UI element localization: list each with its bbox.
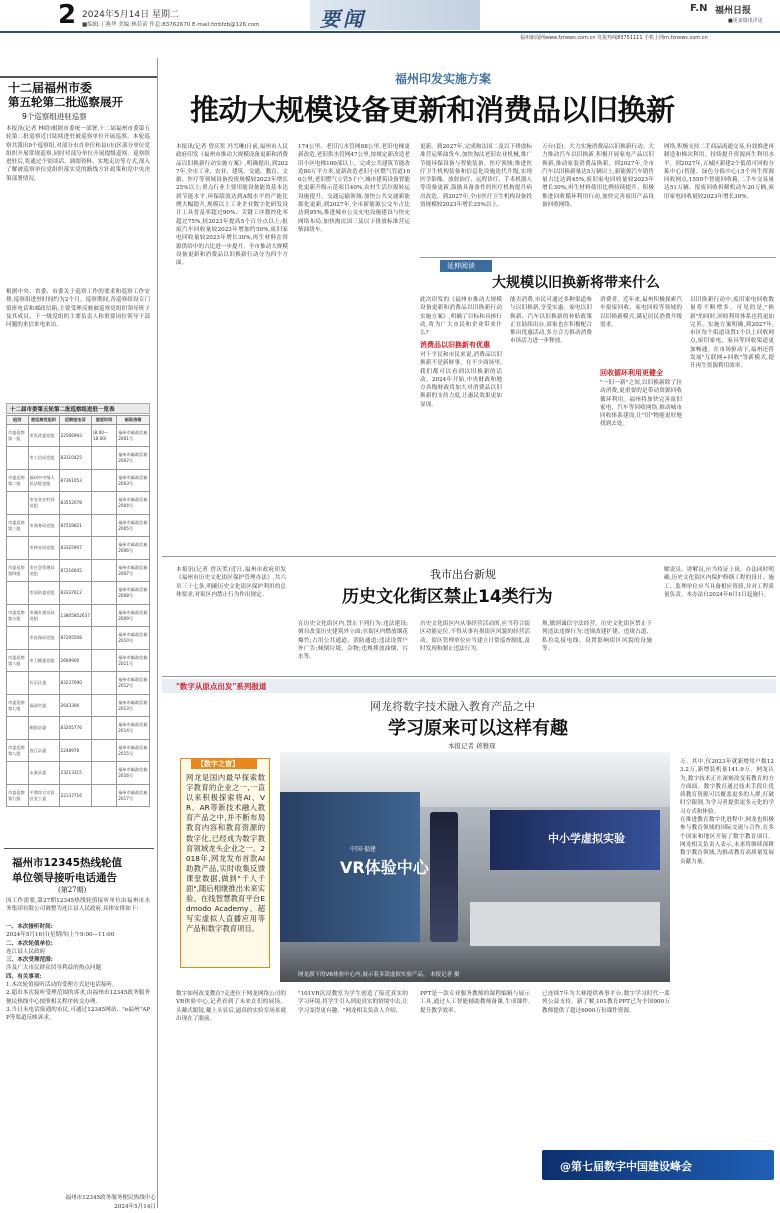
notice-item: 连江县人民政府 xyxy=(6,948,46,955)
table-cell: 23213315 xyxy=(59,762,91,785)
sub-story-title: 大规模以旧换新将带来什么 xyxy=(492,275,660,291)
table-row xyxy=(7,424,150,447)
header-editors: ■编辑:丁燕华 美编:林若苗 作息:83762670 E-mail:fzrbfzb@126.com xyxy=(82,22,260,28)
table-cell xyxy=(91,492,116,515)
history-col-4: 规,做到诚信守法经营。历史文化街区禁止下列违法违规行为:违规改建扩建、违规占道、私拉乱接电线、设置影响街区风貌的设施等。 xyxy=(542,621,652,652)
feature-bottom-col-4: 已连续7年为大赛提供赛事平台,数字学习时代一系列公益支持。新了解,101教育PPT已为全国900万教师提供了超过6000万份课件资源。 xyxy=(542,991,670,1014)
table-cell xyxy=(7,717,29,740)
table-cell: 福州市邮政信箱2015号 xyxy=(117,739,150,762)
feature-kicker: 网龙将数字技术融入教育产品之中 xyxy=(370,700,535,713)
table-cell: 平潭综合实验区党工委 xyxy=(28,784,59,807)
table-row xyxy=(7,627,150,650)
table-row xyxy=(7,694,150,717)
photo-screen-text: 中小学虚拟实验 xyxy=(548,832,625,845)
table-cell: 市委巡察第三组 xyxy=(7,514,29,537)
summit-banner-text: @第七届数字中国建设峰会 xyxy=(560,1160,692,1173)
table-cell xyxy=(91,514,116,537)
feature-top-rule xyxy=(162,676,776,677)
table-row xyxy=(7,762,150,785)
table-cell: 福州市邮政信箱2004号 xyxy=(117,492,150,515)
table-cell: 福清市委 xyxy=(28,694,59,717)
table-cell: 市委巡察第五组 xyxy=(7,604,29,627)
table-cell: 市委巡察第四组 xyxy=(7,559,29,582)
table-row xyxy=(7,672,150,695)
history-top-rule xyxy=(162,556,776,557)
table-cell xyxy=(91,627,116,650)
table-row xyxy=(7,604,150,627)
table-cell xyxy=(91,739,116,762)
table-cell xyxy=(7,537,29,560)
series-banner: "数字从原点出发"系列报道 xyxy=(176,682,267,691)
photo-caption: 网龙旗下的VR体验中心内,展示着多款虚拟实验产品。 本报记者 摄 xyxy=(298,972,460,978)
table-cell: 福州市邮政信箱2006号 xyxy=(117,537,150,560)
header-site-url: 福州新闻网www.fznews.com.cn 党报热线83751111 手机上网m.fznews.com.cn xyxy=(520,35,708,41)
table-cell xyxy=(7,627,29,650)
vr-center-photo xyxy=(280,752,670,982)
left-column xyxy=(0,75,156,1213)
table-row xyxy=(7,447,150,470)
table-row xyxy=(7,649,150,672)
table-row xyxy=(7,469,150,492)
table-cell xyxy=(91,762,116,785)
notice-signature-date: 2024年5月14日 xyxy=(114,1204,156,1210)
table-cell: 闽侯县委 xyxy=(28,717,59,740)
table-cell: 市委巡察第一组 xyxy=(7,424,29,447)
table-cell: 福州市邮政信箱2013号 xyxy=(117,694,150,717)
table-cell: (8:00—18:00) xyxy=(91,424,116,447)
table-cell: 13805852637 xyxy=(59,604,91,627)
table-cell: 2669900 xyxy=(59,649,91,672)
photo-kiosk xyxy=(430,812,458,942)
sub-story-col-2: 能否消费,市民可通过多种渠道参与以旧换新,享受实惠。家电以旧换新、汽车以旧换新的补贴政策正在陆续出台,商家也在积极配合推出优惠活动,多方合力推动消费市场活力进一步释放。 xyxy=(510,297,592,345)
top-story-col-2: 174公里、老旧污水管网88公里,老旧电梯更新改造,老旧供水管网47公里,按规定新改造老旧小区电梯100部以上。完成公共建筑节能改造80万平方米,更新改造老旧小区燃气管道100公里,老旧燃气立管5千户,城市建筑设备智能化更新升级示范项目40%,农村生活垃圾转运设施提升。交通运输领域:加快公共交通新能源化更新,到2027年,全市新能源公交车占比达到95%,推进城市公交充电设施建设与快充网络布局,加快淘汰国三及以下排放标准营运柴油货车。 xyxy=(298,144,410,233)
table-cell: 市发改委党组 xyxy=(28,424,59,447)
notice-item: 二、本次轮值单位: xyxy=(6,940,53,947)
table-cell xyxy=(7,492,29,515)
digital-window-box xyxy=(180,758,270,968)
page-number: 2 xyxy=(58,0,77,30)
table-cell: 22566993 xyxy=(59,424,91,447)
table-cell: 福州市邮政信箱2007号 xyxy=(117,559,150,582)
inspection-title-1: 十二届福州市委 xyxy=(8,81,93,95)
table-cell xyxy=(7,447,29,470)
table-header-cell: 值班时间 xyxy=(91,416,116,425)
table-cell: 福州市中级人民法院党组 xyxy=(28,469,59,492)
table-cell xyxy=(91,694,116,717)
table-cell: 市委巡察第七组 xyxy=(7,694,29,717)
table-cell: 83325907 xyxy=(59,537,91,560)
photo-sign-china: 中国·福建 xyxy=(350,846,376,853)
photo-desk xyxy=(470,902,660,946)
table-cell: 福州市邮政信箱2017号 xyxy=(117,784,150,807)
table-cell xyxy=(91,717,116,740)
table-cell: 市委巡察第八组 xyxy=(7,739,29,762)
history-kicker: 我市出台新规 xyxy=(430,568,496,581)
table-cell: 22137716 xyxy=(59,784,91,807)
table-cell xyxy=(91,559,116,582)
table-cell xyxy=(91,672,116,695)
inspection-subtitle: 9个巡察组进驻巡察 xyxy=(22,112,87,121)
table-cell: 2248978 xyxy=(59,739,91,762)
notice-items xyxy=(6,923,150,1023)
table-header-cell: 被巡察党组织 xyxy=(28,416,59,425)
table-row xyxy=(7,717,150,740)
notice-item: 2024年5月16日(星期四)上午9:00—11:00 xyxy=(6,932,115,939)
table-cell: 市委巡察第六组 xyxy=(7,649,29,672)
table-cell: 连江县委 xyxy=(28,739,59,762)
table-cell: 87216645 xyxy=(59,559,91,582)
notice-signature-org: 福州市12345政务服务便民热线中心 xyxy=(65,1195,156,1201)
page-header xyxy=(0,0,780,32)
table-cell xyxy=(7,672,29,695)
table-cell: 市林业局党组 xyxy=(28,537,59,560)
inspection-table xyxy=(6,415,150,807)
feature-bottom-col-3: PPT是一款专业服务教师的课程编辑与展示工具,通过人工智能辅助教师备课,生成课件,提升教学效率。 xyxy=(420,991,530,1014)
table-cell: 83237690 xyxy=(59,672,91,695)
history-col-2: 在历史文化街区内,禁止下列行为:违法建设;擅自改变历史建筑外立面;在街区内燃放烟花爆竹;占用公共通道、消防通道;违法设置户外广告;倾倒垃圾、杂物;违规排放油烟、污水等。 xyxy=(298,621,408,661)
history-title: 历史文化街区禁止14类行为 xyxy=(342,587,553,607)
table-cell: 市城乡建设局党组 xyxy=(28,604,59,627)
table-cell: 福州市邮政信箱2005号 xyxy=(117,514,150,537)
feature-byline: 本报记者 蒋雅琛 xyxy=(448,742,496,750)
notice-issue-number: (第27期) xyxy=(58,886,87,894)
table-cell xyxy=(91,447,116,470)
sub-story-heading-2: 回收循环利用更健全 xyxy=(600,369,663,377)
top-story-col-5: 网络,积极支持二手商品流通交易,有效推进再制造和梯次利用。持续提升资源再生利用水平。到2027年,五城区新建2个低值可回收分拣中心(智能、绿色分拣中心),5个再生资源回收网点,1550个智能回收箱,二手车交易量达51万辆。报废回收拆解机动车20万辆,废旧家电回收量较2023年增长30%。 xyxy=(664,144,774,200)
feature-bottom-col-1: 数字如何改变教育?走进位于网龙网络公司的VR体验中心,记者看到了未来在们的展场。头戴式眼镜,戴上头显后,逼真的实验室场景就出现在了眼前。 xyxy=(176,991,286,1022)
left-column-divider xyxy=(157,58,158,1208)
notice-body: 因工作需要,第27期12345热线轮值接听单位由福州市水务集团有限公司调整为连江县人民政府,具体安排如下: xyxy=(6,898,150,913)
inspection-table-header xyxy=(7,416,150,425)
history-col-5: 解说员、讲解员,应当持证上岗。办法同时明确,历史文化街区内保护修缮工程的设计、施工、监理单位应当具备相应资质,并对工程质量负责。本办法自2024年6月1日起施行。 xyxy=(664,567,774,598)
table-cell: 市商务局党组 xyxy=(28,514,59,537)
table-cell: 83205776 xyxy=(59,717,91,740)
inspection-title-2: 第五轮第二批巡察展开 xyxy=(8,95,123,109)
table-cell: 83110425 xyxy=(59,447,91,470)
table-header-cell: 组别 xyxy=(7,416,29,425)
table-cell xyxy=(91,582,116,605)
table-cell: 福州市邮政信箱2012号 xyxy=(117,672,150,695)
table-cell: 永泰县委 xyxy=(28,762,59,785)
notice-item: 3.当日未电话接通的市民,可通过12345网站、"e福州"APP等渠道反映诉求。 xyxy=(6,1006,150,1022)
table-cell: 87559821 xyxy=(59,514,91,537)
table-cell: 福州市邮政信箱2003号 xyxy=(117,469,150,492)
top-story-title: 推动大规模设备更新和消费品以旧换新 xyxy=(190,93,675,127)
table-cell: 市医保局党组 xyxy=(28,627,59,650)
table-row xyxy=(7,514,150,537)
left-notice-rule xyxy=(4,848,154,849)
inspection-body-1: 本报讯(记者 林晗)根据市委统一部署,十二届福州市委第五轮第二批巡察近日陆续进驻被巡察单位开展巡察。本轮巡察共派出9个巡察组,对部分市直单位和县(市)区部分单位党组织开展常规巡察,同时对部分单位开展提级巡察。巡察组进驻后,将通过个别谈话、调阅资料、实地走访等方式,深入了解被巡察单位党组织落实党的路线方针政策和党中央决策部署情况。 xyxy=(6,126,150,182)
notice-title-1: 福州市12345热线轮值 xyxy=(12,857,123,869)
history-col-3: 历史文化街区内从事经营活动的,应当符合街区功能定位,不得从事有损街区风貌的经营活动。街区管理单位应当建立日常巡查制度,及时发现和制止违法行为。 xyxy=(420,621,530,652)
table-cell: 市委巡察第九组 xyxy=(7,784,29,807)
header-rule xyxy=(0,31,780,33)
table-cell: 市工信局党组 xyxy=(28,447,59,470)
sub-story-col-4: 以旧换新行动中,废旧家电回收数量将不断增多。可见的是,"换新"的同时,回收利用体系也将更加完善。实施方案明确,到2027年,市区每个街道设置1个以上回收网点,废旧家电、家具等回收渠道更加畅通。在市场驱动下,福州还将发展"互联网+回收"等新模式,提升再生资源利用效率。 xyxy=(690,297,774,370)
table-cell: 福州市邮政信箱2016号 xyxy=(117,762,150,785)
sub-story-col-3b: "一旧一新"之间,以旧换新除了拉动消费,更重要的是带动资源回收循环利用。福州将加快完善废旧家电、汽车等回收网络,推动城市回收体系建设,让"旧"物能更好地找到去处。 xyxy=(600,380,682,428)
notice-item: 涉及广大市民群众切身利益的热点问题 xyxy=(6,965,102,972)
top-story-kicker: 福州印发实施方案 xyxy=(395,72,492,86)
table-header-cell: 巡察组电话 xyxy=(59,416,91,425)
table-cell: 市国资委党组 xyxy=(28,582,59,605)
inspection-body-2: 根据中央、省委、市委关于巡察工作的要求和巡察工作安排,巡察组进驻时间约为2个月。巡察期间,各巡察组设专门值班电话和邮政信箱,主要受理反映被巡察党组织领导班子及其成员、下一级党组织主要负责人和重要岗位领导干部问题的来信来电来访。 xyxy=(6,289,150,329)
top-story-col-4: 万台(套)。大力实施消费品以旧换新行动。大力推动汽车以旧换新,积极开展家电产品以旧换新,推动家装消费品换新。到2027年,全市汽车以旧换新量达5万辆以上,新能源汽车销售量占比达到45%,废旧家电回收量较2023年增长30%,再生材料使用比例持续提升。积极推进回收循环利用行动,加快完善废旧产品设备回收网络。 xyxy=(542,144,654,209)
notice-item: 2.超出本次接听受理范围的诉求,由福州市12345政务服务便民热线中心按照相关程序转交办理。 xyxy=(6,990,150,1005)
table-cell: 2643306 xyxy=(59,694,91,717)
table-cell: 83552078 xyxy=(59,492,91,515)
table-cell xyxy=(91,649,116,672)
table-cell: 87361053 xyxy=(59,469,91,492)
top-story-box-rule xyxy=(420,257,776,258)
header-date: 2024年5月14日 星期二 xyxy=(82,10,179,20)
table-cell: 福州市邮政信箱2011号 xyxy=(117,649,150,672)
table-cell: 市农业农村局党组 xyxy=(28,492,59,515)
sub-story-col-3: 消费者。近年来,福州积极探索汽车报废回收、家电回收等领域的以旧换新模式,满足居民消费升级需求。 xyxy=(600,297,682,328)
table-cell: 福州市邮政信箱2010号 xyxy=(117,627,150,650)
history-col-1: 本报讯(记者 曾庆奖)近日,福州市政府印发《福州市历史文化街区保护管理办法》,共六章三十七条,明确历史文化街区保护利用的总体要求,对街区内禁止行为作出规定。 xyxy=(176,567,286,598)
table-cell: 福州市邮政信箱2014号 xyxy=(117,717,150,740)
table-cell: 长乐区委 xyxy=(28,672,59,695)
table-row xyxy=(7,537,150,560)
photo-sign-vr: VR体验中心 xyxy=(340,858,429,877)
table-cell: 福州市邮政信箱2008号 xyxy=(117,582,150,605)
table-row xyxy=(7,784,150,807)
table-cell xyxy=(91,784,116,807)
top-story-col-1: 本报讯(记者 曾庆奖 冯雪琳)日前,福州市人民政府印发《福州市推动大规模设备更新和消费品以旧换新行动实施方案》,明确提出,到2027年,全市工业、农业、建筑、交通、教育、文旅、医疗等领域设备投资规模较2023年增长25%以上;重点行业主要用能设备能效基本达到节能水平,环保绩效达到A级水平的产能比例大幅提升,规模以上工业企业数字化研发设计工具普及率超过90%、关键工序数控化率超过75%,较2023年提高5个百分点以上;报废汽车回收量较2023年增加约50%,废旧家电回收量较2023年增长30%,再生材料在资源供给中的占比进一步提升。全市推动大规模设备更新和消费品以旧换新行动分为四个方面。 xyxy=(176,144,288,267)
table-cell xyxy=(7,762,29,785)
sub-story-heading-1: 消费品以旧换新有优惠 xyxy=(420,341,490,349)
table-cell: 福州市邮政信箱2001号 xyxy=(117,424,150,447)
table-cell: 市委巡察第二组 xyxy=(7,469,29,492)
digital-window-text: 网龙是国内最早探索数字教育的企业之一,一直以来积极探索将AI、VR、AR等新技术融入教育产品之中,并不断布局教育内容和教育资源的数字化,已经成为数字教育领域龙头企业之一。2018年,网龙发布首款AI助教产品,实时收集反馈课堂数据,做到"千人千面",随后相继推出未来实验、在线智慧教育平台Edmodo Academy、超写实虚拟人直播应用等产品和数字教育项目。 xyxy=(186,773,265,934)
table-cell xyxy=(91,537,116,560)
logo-name: 福州日报 xyxy=(715,6,752,16)
feature-bottom-col-2: "101VR沉浸教室为学生创造了接近真实的学习环境,将学生引入到更真实的情境中去,让学习变得更有趣。"网龙相关负责人介绍。 xyxy=(298,991,408,1014)
notice-item: 一、本次接听时间: xyxy=(6,924,53,930)
table-cell: 福州市邮政信箱2009号 xyxy=(117,604,150,627)
top-story-col-3: 更新。到2027年,完成淘汰国二及以下排放标准营运柴油货车,加快淘汰老旧农业机械,推广节能环保设备与智能装备。医疗领域:推进医疗卫生机构装备和信息化设施迭代升级,实现医学影像、放射治疗、远程诊疗、手术机器人等设备更新,鼓励具备条件的医疗机构提升病房改造。到2027年,全市医疗卫生机构设备投资规模较2023年增长25%以上。 xyxy=(420,144,532,209)
section-title: 要闻 xyxy=(320,7,366,31)
notice-item: 四、有关事项: xyxy=(6,973,42,980)
table-cell: 83337612 xyxy=(59,582,91,605)
sub-story-col-1: 此次印发的《福州市推动大规模设备更新和消费品以旧换新行动实施方案》,明确了目标和具体行动,将为广大市民和企业带来什么? xyxy=(420,297,502,337)
table-cell: 市卫健委党组 xyxy=(28,649,59,672)
feature-right-column: 万。其中,仅2023年就新增用户数123.2万,新增装机量141.9万。网龙认为,数字技术正在深刻改变着教育的方方面面。数字教育通过技术手段让优质教育资源可以覆盖更多的人群,打破时空限制,为学习者提供更多元化的学习方式和体验。 在推进教育数字化进程中,网龙也积极参与教育领域的国际交流与合作,在多个国家和地区开展了数字教育项目。网龙相关负责人表示,未来将继续深耕数字教育领域,为推动教育高质量发展贡献力量。 xyxy=(680,759,774,865)
table-row xyxy=(7,739,150,762)
feature-title: 学习原来可以这样有趣 xyxy=(388,718,568,739)
table-cell xyxy=(91,469,116,492)
table-header-cell: 邮政信箱 xyxy=(117,416,150,425)
left-section-rule xyxy=(0,76,157,78)
header-more-info: ■更多资讯详见 xyxy=(728,18,763,24)
inspection-table-title: 十二届市委第五轮第二批巡察组进驻一览表 xyxy=(10,407,115,413)
table-row xyxy=(7,582,150,605)
digital-window-label: 【数字之窗】 xyxy=(197,760,239,768)
table-cell: 87295508 xyxy=(59,627,91,650)
table-cell xyxy=(7,582,29,605)
table-row xyxy=(7,559,150,582)
table-row xyxy=(7,492,150,515)
further-reading-tag: 延伸阅读 xyxy=(447,262,475,270)
notice-title-2: 单位领导接听电话通告 xyxy=(12,872,117,884)
sub-story-col-1b: 对于平民和市民来说,消费品以旧换新不是新鲜事。在不少商场里,我们都可以看到以旧换新的活动。2024年开始,中央财政和地方各级财政将加大对消费品以旧换新的支持力度,让惠民效果更加显现。 xyxy=(420,352,502,408)
notice-item: 三、本次受理范围: xyxy=(6,957,53,964)
table-cell: 福州市邮政信箱2002号 xyxy=(117,447,150,470)
logo-mark: F.N xyxy=(690,3,708,14)
notice-item: 1.本次轮值接听活动的受理方式是电话接听。 xyxy=(6,982,118,989)
table-cell: 市应急管理局党组 xyxy=(28,559,59,582)
table-cell xyxy=(91,604,116,627)
